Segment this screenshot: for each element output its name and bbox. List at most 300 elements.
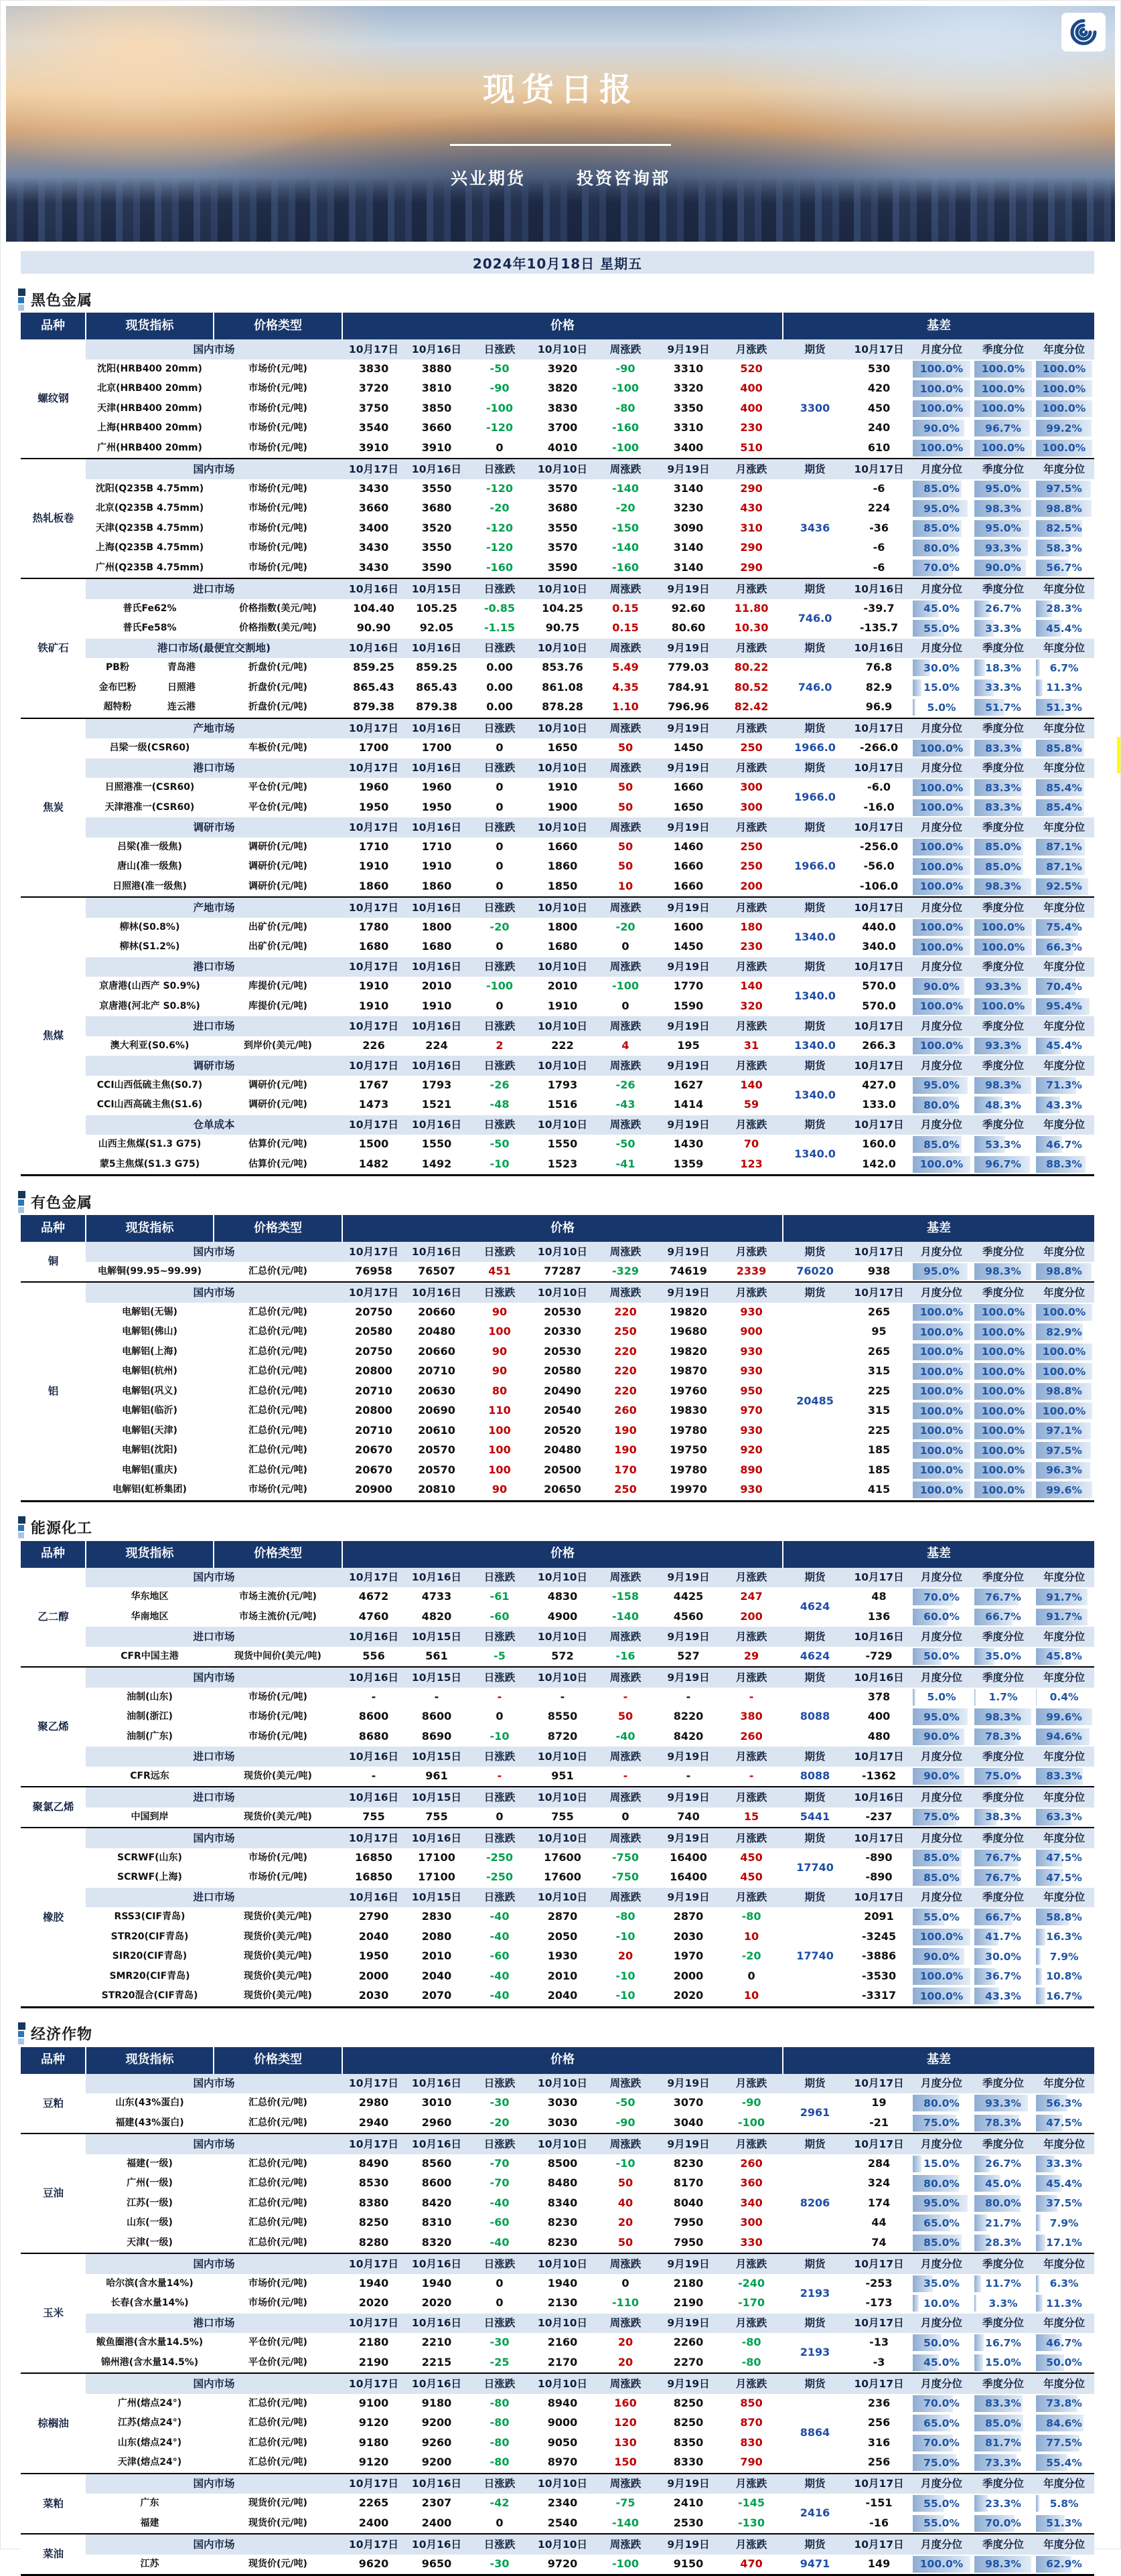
table-row bbox=[21, 1868, 1094, 1888]
price-cell: 20490 bbox=[531, 1382, 594, 1402]
futures-col-header: 期货 bbox=[783, 2314, 847, 2334]
price-cell: -130 bbox=[720, 2514, 783, 2534]
percentile-col-header: 年度分位 bbox=[1034, 817, 1094, 837]
percentile-value: 18.3% bbox=[974, 659, 1032, 676]
percentile-cell bbox=[911, 1262, 972, 1283]
basis-value: 400 bbox=[847, 1707, 911, 1727]
date-col-header: 周涨跌 bbox=[594, 1787, 657, 1807]
percentile-value: 100.0% bbox=[1036, 380, 1092, 397]
date-col-header: 月涨跌 bbox=[720, 2074, 783, 2094]
basis-value: 265 bbox=[847, 1342, 911, 1362]
price-cell: 260 bbox=[594, 1401, 657, 1421]
price-cell: 104.25 bbox=[531, 599, 594, 619]
percentile-value: 7.9% bbox=[1036, 2215, 1092, 2231]
percentile-value: 100.0% bbox=[913, 1383, 970, 1400]
price-cell: -0.85 bbox=[468, 599, 531, 619]
date-col-header: 10月16日 bbox=[405, 2074, 468, 2094]
percentile-cell bbox=[911, 1688, 972, 1708]
date-col-header: 月涨跌 bbox=[720, 897, 783, 918]
percentile-cell bbox=[911, 2413, 972, 2433]
percentile-cell bbox=[911, 2514, 972, 2534]
percentile-cell bbox=[1034, 2555, 1094, 2575]
date-col-header: 10月16日 bbox=[405, 897, 468, 918]
indicator-name: 澳大利亚(S0.6%) bbox=[86, 1036, 214, 1056]
date-col-header: 9月19日 bbox=[657, 957, 720, 977]
market-label: 仓单成本 bbox=[86, 1115, 342, 1135]
percentile-cell bbox=[972, 2494, 1034, 2514]
indicator-name: 金布巴粉 bbox=[86, 678, 149, 698]
indicator-name: 沈阳(HRB400 20mm) bbox=[86, 359, 214, 380]
percentile-cell bbox=[1034, 1303, 1094, 1323]
market-label: 国内市场 bbox=[86, 1282, 342, 1303]
date-col-header: 10月16日 bbox=[405, 2373, 468, 2394]
price-cell: -40 bbox=[468, 1986, 531, 2007]
indicator-name: 福建 bbox=[86, 2514, 214, 2534]
indicator-name: 电解铝(佛山) bbox=[86, 1322, 214, 1342]
futures-price: 5441 bbox=[783, 1807, 847, 1828]
org-name: 兴业期货 bbox=[451, 165, 526, 189]
price-cell: -75 bbox=[594, 2494, 657, 2514]
date-col-header: 日涨跌 bbox=[468, 1056, 531, 1076]
table-row bbox=[21, 1848, 1094, 1868]
indicator-name: 普氏Fe62% bbox=[86, 599, 214, 619]
basis-value: 324 bbox=[847, 2174, 911, 2194]
date-col-header: 9月19日 bbox=[657, 758, 720, 779]
price-cell: 0 bbox=[468, 778, 531, 798]
price-cell: -140 bbox=[594, 2514, 657, 2534]
indicator-name: 华东地区 bbox=[86, 1587, 214, 1607]
market-label: 港口市场 bbox=[86, 758, 342, 779]
price-cell: 0 bbox=[468, 1707, 531, 1727]
basis-value: -16 bbox=[847, 2514, 911, 2534]
price-type-cell: 汇总价(元/吨) bbox=[214, 2154, 342, 2174]
table-row bbox=[21, 1767, 1094, 1787]
percentile-value: 95.0% bbox=[913, 500, 970, 517]
price-cell: 4425 bbox=[657, 1587, 720, 1607]
basis-date-header: 10月17日 bbox=[847, 758, 911, 779]
price-cell: 0 bbox=[594, 2274, 657, 2294]
price-cell: 20580 bbox=[531, 1362, 594, 1382]
market-subheader-row bbox=[21, 1568, 1094, 1588]
price-cell: 870 bbox=[720, 2413, 783, 2433]
price-cell: -160 bbox=[468, 558, 531, 579]
indicator-name: 北京(Q235B 4.75mm) bbox=[86, 499, 214, 519]
price-cell: 9050 bbox=[531, 2433, 594, 2453]
price-cell: 0 bbox=[468, 1807, 531, 1828]
date-col-header: 月涨跌 bbox=[720, 758, 783, 779]
variety-label: 铜 bbox=[21, 1242, 86, 1282]
date-col-header: 10月16日 bbox=[405, 1016, 468, 1036]
date-col-header: 9月19日 bbox=[657, 1828, 720, 1848]
price-cell: 8380 bbox=[342, 2194, 405, 2214]
percentile-cell bbox=[911, 399, 972, 419]
percentile-value: 51.3% bbox=[1036, 2515, 1092, 2532]
percentile-cell bbox=[911, 2494, 972, 2514]
price-cell: 19820 bbox=[657, 1342, 720, 1362]
percentile-cell bbox=[972, 1095, 1034, 1115]
percentile-cell bbox=[1034, 1947, 1094, 1967]
price-type-cell: 汇总价(元/吨) bbox=[214, 2213, 342, 2233]
price-cell: 9180 bbox=[405, 2394, 468, 2414]
price-cell: 850 bbox=[720, 2394, 783, 2414]
percentile-value: 66.7% bbox=[974, 1909, 1032, 1925]
price-cell: 1960 bbox=[342, 778, 405, 798]
price-type-cell: 市场价(元/吨) bbox=[214, 399, 342, 419]
variety-label: 焦炭 bbox=[21, 718, 86, 898]
report-date: 2024年10月18日 星期五 bbox=[473, 253, 642, 272]
price-cell: 2190 bbox=[342, 2353, 405, 2374]
basis-date-header: 10月17日 bbox=[847, 339, 911, 359]
price-cell: 70 bbox=[720, 1135, 783, 1155]
percentile-cell bbox=[972, 1707, 1034, 1727]
date-col-header: 9月19日 bbox=[657, 1056, 720, 1076]
basis-value: 149 bbox=[847, 2555, 911, 2575]
price-cell: 0 bbox=[468, 798, 531, 818]
price-cell: - bbox=[531, 1688, 594, 1708]
price-cell: 10 bbox=[720, 1986, 783, 2007]
price-cell: 0.15 bbox=[594, 619, 657, 639]
percentile-cell bbox=[911, 2274, 972, 2294]
price-cell: 20670 bbox=[342, 1461, 405, 1481]
table-header-row bbox=[21, 313, 1094, 339]
price-cell: 900 bbox=[720, 1322, 783, 1342]
price-cell: 17600 bbox=[531, 1848, 594, 1868]
percentile-value: 55.0% bbox=[913, 2515, 970, 2532]
price-cell: 1950 bbox=[405, 798, 468, 818]
date-col-header: 10月10日 bbox=[531, 1242, 594, 1262]
price-cell: 90 bbox=[468, 1480, 531, 1501]
price-cell: 360 bbox=[720, 2174, 783, 2194]
percentile-cell bbox=[911, 1967, 972, 1987]
price-cell: 8320 bbox=[405, 2233, 468, 2254]
price-type-cell: 到岸价(美元/吨) bbox=[214, 1036, 342, 1056]
price-cell: 1910 bbox=[531, 778, 594, 798]
price-cell: - bbox=[720, 1767, 783, 1787]
report-sections bbox=[21, 274, 1094, 2576]
price-cell: -140 bbox=[594, 1607, 657, 1627]
price-cell: 450 bbox=[720, 1868, 783, 1888]
dept-name: 投资咨询部 bbox=[577, 165, 670, 189]
price-cell: 3920 bbox=[531, 359, 594, 380]
date-col-header: 10月16日 bbox=[405, 2134, 468, 2154]
percentile-value: 5.8% bbox=[1036, 2495, 1092, 2512]
price-cell: 2070 bbox=[405, 1986, 468, 2007]
indicator-name: 山西主焦煤(S1.3 G75) bbox=[86, 1135, 214, 1155]
basis-value: 225 bbox=[847, 1421, 911, 1441]
percentile-col-header: 季度分位 bbox=[972, 459, 1034, 479]
price-cell: 3430 bbox=[342, 538, 405, 558]
date-col-header: 月涨跌 bbox=[720, 1568, 783, 1588]
table-row bbox=[21, 2333, 1094, 2353]
price-cell: 17100 bbox=[405, 1848, 468, 1868]
percentile-cell bbox=[1034, 738, 1094, 758]
percentile-cell bbox=[972, 1322, 1034, 1342]
price-cell: 90 bbox=[468, 1342, 531, 1362]
price-cell: 1516 bbox=[531, 1095, 594, 1115]
percentile-col-header: 年度分位 bbox=[1034, 2253, 1094, 2274]
price-cell: 230 bbox=[720, 418, 783, 438]
price-cell: -20 bbox=[594, 918, 657, 938]
price-cell: 3140 bbox=[657, 558, 720, 579]
market-subheader-row bbox=[21, 578, 1094, 599]
price-cell: 20710 bbox=[405, 1362, 468, 1382]
price-cell: -60 bbox=[468, 1607, 531, 1627]
date-col-header: 月涨跌 bbox=[720, 1115, 783, 1135]
date-col-header: 9月19日 bbox=[657, 1888, 720, 1908]
percentile-value: 90.0% bbox=[913, 420, 970, 436]
price-cell: -90 bbox=[594, 2113, 657, 2134]
price-cell: -100 bbox=[594, 2555, 657, 2575]
market-label: 港口市场 bbox=[86, 2314, 342, 2334]
table-row bbox=[21, 857, 1094, 877]
date-col-header: 10月10日 bbox=[531, 1568, 594, 1588]
price-type-cell: 汇总价(元/吨) bbox=[214, 2113, 342, 2134]
price-cell: 1710 bbox=[342, 837, 405, 858]
percentile-value: 47.5% bbox=[1036, 1869, 1092, 1886]
price-cell: - bbox=[342, 1767, 405, 1787]
price-cell: 2000 bbox=[657, 1967, 720, 1987]
date-col-header: 10月10日 bbox=[531, 1747, 594, 1767]
date-col-header: 10月16日 bbox=[405, 1568, 468, 1588]
date-col-header: 月涨跌 bbox=[720, 2134, 783, 2154]
percentile-value: 95.0% bbox=[913, 1077, 970, 1094]
price-cell: 1500 bbox=[342, 1135, 405, 1155]
indicator-name: 京唐港(河北产 S0.8%) bbox=[86, 997, 214, 1017]
percentile-cell bbox=[1034, 499, 1094, 519]
indicator-name: 华南地区 bbox=[86, 1607, 214, 1627]
percentile-cell bbox=[1034, 837, 1094, 858]
percentile-cell bbox=[911, 1807, 972, 1828]
percentile-value: 65.0% bbox=[913, 2415, 970, 2431]
futures-price: 4624 bbox=[783, 1647, 847, 1668]
price-cell: 50 bbox=[594, 837, 657, 858]
percentile-value: 90.0% bbox=[913, 1768, 970, 1785]
date-col-header: 周涨跌 bbox=[594, 578, 657, 599]
date-col-header: 10月10日 bbox=[531, 2253, 594, 2274]
percentile-value: 85.0% bbox=[974, 839, 1032, 856]
percentile-col-header: 季度分位 bbox=[972, 578, 1034, 599]
date-col-header: 10月15日 bbox=[405, 578, 468, 599]
percentile-value: 55.0% bbox=[913, 1909, 970, 1925]
percentile-value: 100.0% bbox=[974, 1363, 1032, 1380]
date-col-header: 9月19日 bbox=[657, 1667, 720, 1688]
percentile-col-header: 月度分位 bbox=[911, 1787, 972, 1807]
indicator-name: 福建(43%蛋白) bbox=[86, 2113, 214, 2134]
percentile-value: 5.0% bbox=[913, 699, 970, 716]
basis-value: 185 bbox=[847, 1461, 911, 1481]
price-cell: 29 bbox=[720, 1647, 783, 1668]
price-cell: 20520 bbox=[531, 1421, 594, 1441]
table-row bbox=[21, 798, 1094, 818]
percentile-cell bbox=[972, 1135, 1034, 1155]
date-col-header: 10月10日 bbox=[531, 2373, 594, 2394]
indicator-name: SCRWF(山东) bbox=[86, 1848, 214, 1868]
price-type-cell: 平仓价(元/吨) bbox=[214, 778, 342, 798]
percentile-cell bbox=[972, 2433, 1034, 2453]
basis-date-header: 10月17日 bbox=[847, 2534, 911, 2555]
percentile-cell bbox=[911, 1322, 972, 1342]
price-cell: -120 bbox=[468, 538, 531, 558]
table-header-row bbox=[21, 2047, 1094, 2074]
price-cell: 200 bbox=[720, 877, 783, 898]
price-cell: 3550 bbox=[405, 538, 468, 558]
price-cell: -100 bbox=[720, 2113, 783, 2134]
percentile-value: 100.0% bbox=[974, 361, 1032, 378]
basis-value: 256 bbox=[847, 2453, 911, 2474]
date-col-header: 月涨跌 bbox=[720, 817, 783, 837]
indicator-name: RSS3(CIF青岛) bbox=[86, 1907, 214, 1927]
table-row bbox=[21, 937, 1094, 957]
price-cell: 830 bbox=[720, 2433, 783, 2453]
percentile-cell bbox=[911, 2353, 972, 2374]
date-col-header: 9月19日 bbox=[657, 1787, 720, 1807]
price-cell: 3910 bbox=[405, 438, 468, 459]
percentile-cell bbox=[911, 558, 972, 579]
percentile-cell bbox=[972, 558, 1034, 579]
price-type-cell: 调研价(元/吨) bbox=[214, 1076, 342, 1096]
percentile-value: 56.3% bbox=[1036, 2095, 1092, 2111]
percentile-value: 76.7% bbox=[974, 1869, 1032, 1886]
percentile-cell bbox=[972, 1262, 1034, 1283]
price-cell: 3070 bbox=[657, 2093, 720, 2113]
price-cell: - bbox=[468, 1767, 531, 1787]
date-col-header: 10月16日 bbox=[405, 1828, 468, 1848]
date-col-header: 10月10日 bbox=[531, 639, 594, 659]
percentile-cell bbox=[972, 1076, 1034, 1096]
price-cell: 470 bbox=[720, 2555, 783, 2575]
price-cell: -20 bbox=[468, 918, 531, 938]
price-cell: 2260 bbox=[657, 2333, 720, 2353]
table-row bbox=[21, 1095, 1094, 1115]
price-table bbox=[21, 1215, 1094, 1502]
price-cell: 3680 bbox=[531, 499, 594, 519]
percentile-value: 90.0% bbox=[913, 1948, 970, 1965]
basis-value: 48 bbox=[847, 1587, 911, 1607]
col-price-type: 价格类型 bbox=[214, 1541, 342, 1568]
price-cell: 1850 bbox=[531, 877, 594, 898]
table-row bbox=[21, 977, 1094, 997]
percentile-cell bbox=[972, 1362, 1034, 1382]
price-cell: 19680 bbox=[657, 1322, 720, 1342]
percentile-cell bbox=[1034, 2154, 1094, 2174]
price-cell: 290 bbox=[720, 479, 783, 499]
price-cell: 8530 bbox=[342, 2174, 405, 2194]
price-cell: 556 bbox=[342, 1647, 405, 1668]
price-cell: -60 bbox=[468, 2213, 531, 2233]
price-cell: 2530 bbox=[657, 2514, 720, 2534]
price-type-cell: 现货价(美元/吨) bbox=[214, 1986, 342, 2007]
price-cell: 50 bbox=[594, 857, 657, 877]
date-col-header: 10月10日 bbox=[531, 718, 594, 739]
percentile-value: 100.0% bbox=[913, 380, 970, 397]
basis-value: -3 bbox=[847, 2353, 911, 2374]
price-cell: 4560 bbox=[657, 1607, 720, 1627]
percentile-cell bbox=[911, 1868, 972, 1888]
date-col-header: 周涨跌 bbox=[594, 1115, 657, 1135]
percentile-value: 100.0% bbox=[913, 1363, 970, 1380]
price-cell: 2400 bbox=[342, 2514, 405, 2534]
percentile-value: 78.3% bbox=[974, 1728, 1032, 1745]
basis-value: 265 bbox=[847, 1303, 911, 1323]
price-cell: 80.22 bbox=[720, 658, 783, 678]
table-row bbox=[21, 1322, 1094, 1342]
percentile-cell bbox=[972, 698, 1034, 718]
indicator-name: 日照港(准一级焦) bbox=[86, 877, 214, 898]
percentile-value: 66.7% bbox=[974, 1609, 1032, 1625]
indicator-name: 哈尔滨(含水量14%) bbox=[86, 2274, 214, 2294]
price-cell: -26 bbox=[468, 1076, 531, 1096]
price-cell: 0 bbox=[468, 438, 531, 459]
price-cell: 1800 bbox=[531, 918, 594, 938]
price-cell: -80 bbox=[594, 399, 657, 419]
price-type-cell: 市场价(元/吨) bbox=[214, 499, 342, 519]
percentile-value: 100.0% bbox=[974, 1304, 1032, 1321]
price-cell: 861.08 bbox=[531, 678, 594, 698]
basis-value: 938 bbox=[847, 1262, 911, 1283]
price-cell: 50 bbox=[594, 738, 657, 758]
percentile-value: 83.3% bbox=[1036, 1768, 1092, 1785]
price-cell: 8230 bbox=[657, 2154, 720, 2174]
price-cell: 130 bbox=[594, 2433, 657, 2453]
futures-col-header: 期货 bbox=[783, 339, 847, 359]
basis-value: -135.7 bbox=[847, 619, 911, 639]
price-cell: 2270 bbox=[657, 2353, 720, 2374]
percentile-cell bbox=[1034, 2433, 1094, 2453]
table-row bbox=[21, 1688, 1094, 1708]
percentile-value: 66.3% bbox=[1036, 939, 1092, 955]
market-subheader-row bbox=[21, 1056, 1094, 1076]
percentile-cell bbox=[1034, 479, 1094, 499]
basis-value: 2091 bbox=[847, 1907, 911, 1927]
market-label: 产地市场 bbox=[86, 718, 342, 739]
market-subheader-row bbox=[21, 2253, 1094, 2274]
price-cell: 1793 bbox=[405, 1076, 468, 1096]
price-cell: 200 bbox=[720, 1607, 783, 1627]
price-cell: 3040 bbox=[657, 2113, 720, 2134]
percentile-value: 100.0% bbox=[913, 799, 970, 816]
percentile-value: 30.0% bbox=[913, 659, 970, 676]
date-col-header: 9月19日 bbox=[657, 1627, 720, 1647]
price-cell: 3030 bbox=[531, 2113, 594, 2134]
date-col-header: 10月17日 bbox=[342, 2474, 405, 2494]
percentile-col-header: 月度分位 bbox=[911, 2134, 972, 2154]
percentile-cell bbox=[1034, 857, 1094, 877]
percentile-cell bbox=[911, 379, 972, 399]
percentile-value: 100.0% bbox=[913, 1929, 970, 1945]
title-divider bbox=[450, 144, 671, 146]
indicator-name: 油制(山东) bbox=[86, 1688, 214, 1708]
percentile-value: 43.3% bbox=[1036, 1097, 1092, 1113]
price-cell: -120 bbox=[468, 418, 531, 438]
percentile-cell bbox=[1034, 997, 1094, 1017]
price-cell: 4900 bbox=[531, 1607, 594, 1627]
table-row bbox=[21, 877, 1094, 898]
indicator-location: 连云港 bbox=[149, 698, 214, 718]
percentile-value: 98.3% bbox=[974, 1263, 1032, 1280]
col-indicator: 现货指标 bbox=[86, 313, 214, 339]
basis-value: -237 bbox=[847, 1807, 911, 1828]
indicator-name: 广州(一级) bbox=[86, 2174, 214, 2194]
date-col-header: 周涨跌 bbox=[594, 2134, 657, 2154]
indicator-name: 鲅鱼圈港(含水量14.5%) bbox=[86, 2333, 214, 2353]
percentile-col-header: 季度分位 bbox=[972, 2474, 1034, 2494]
col-basis-group: 基差 bbox=[783, 1541, 1094, 1568]
date-col-header: 10月16日 bbox=[405, 339, 468, 359]
price-cell: 2980 bbox=[342, 2093, 405, 2113]
percentile-value: 83.3% bbox=[974, 799, 1032, 816]
percentile-cell bbox=[1034, 1322, 1094, 1342]
price-cell: 9150 bbox=[657, 2555, 720, 2575]
